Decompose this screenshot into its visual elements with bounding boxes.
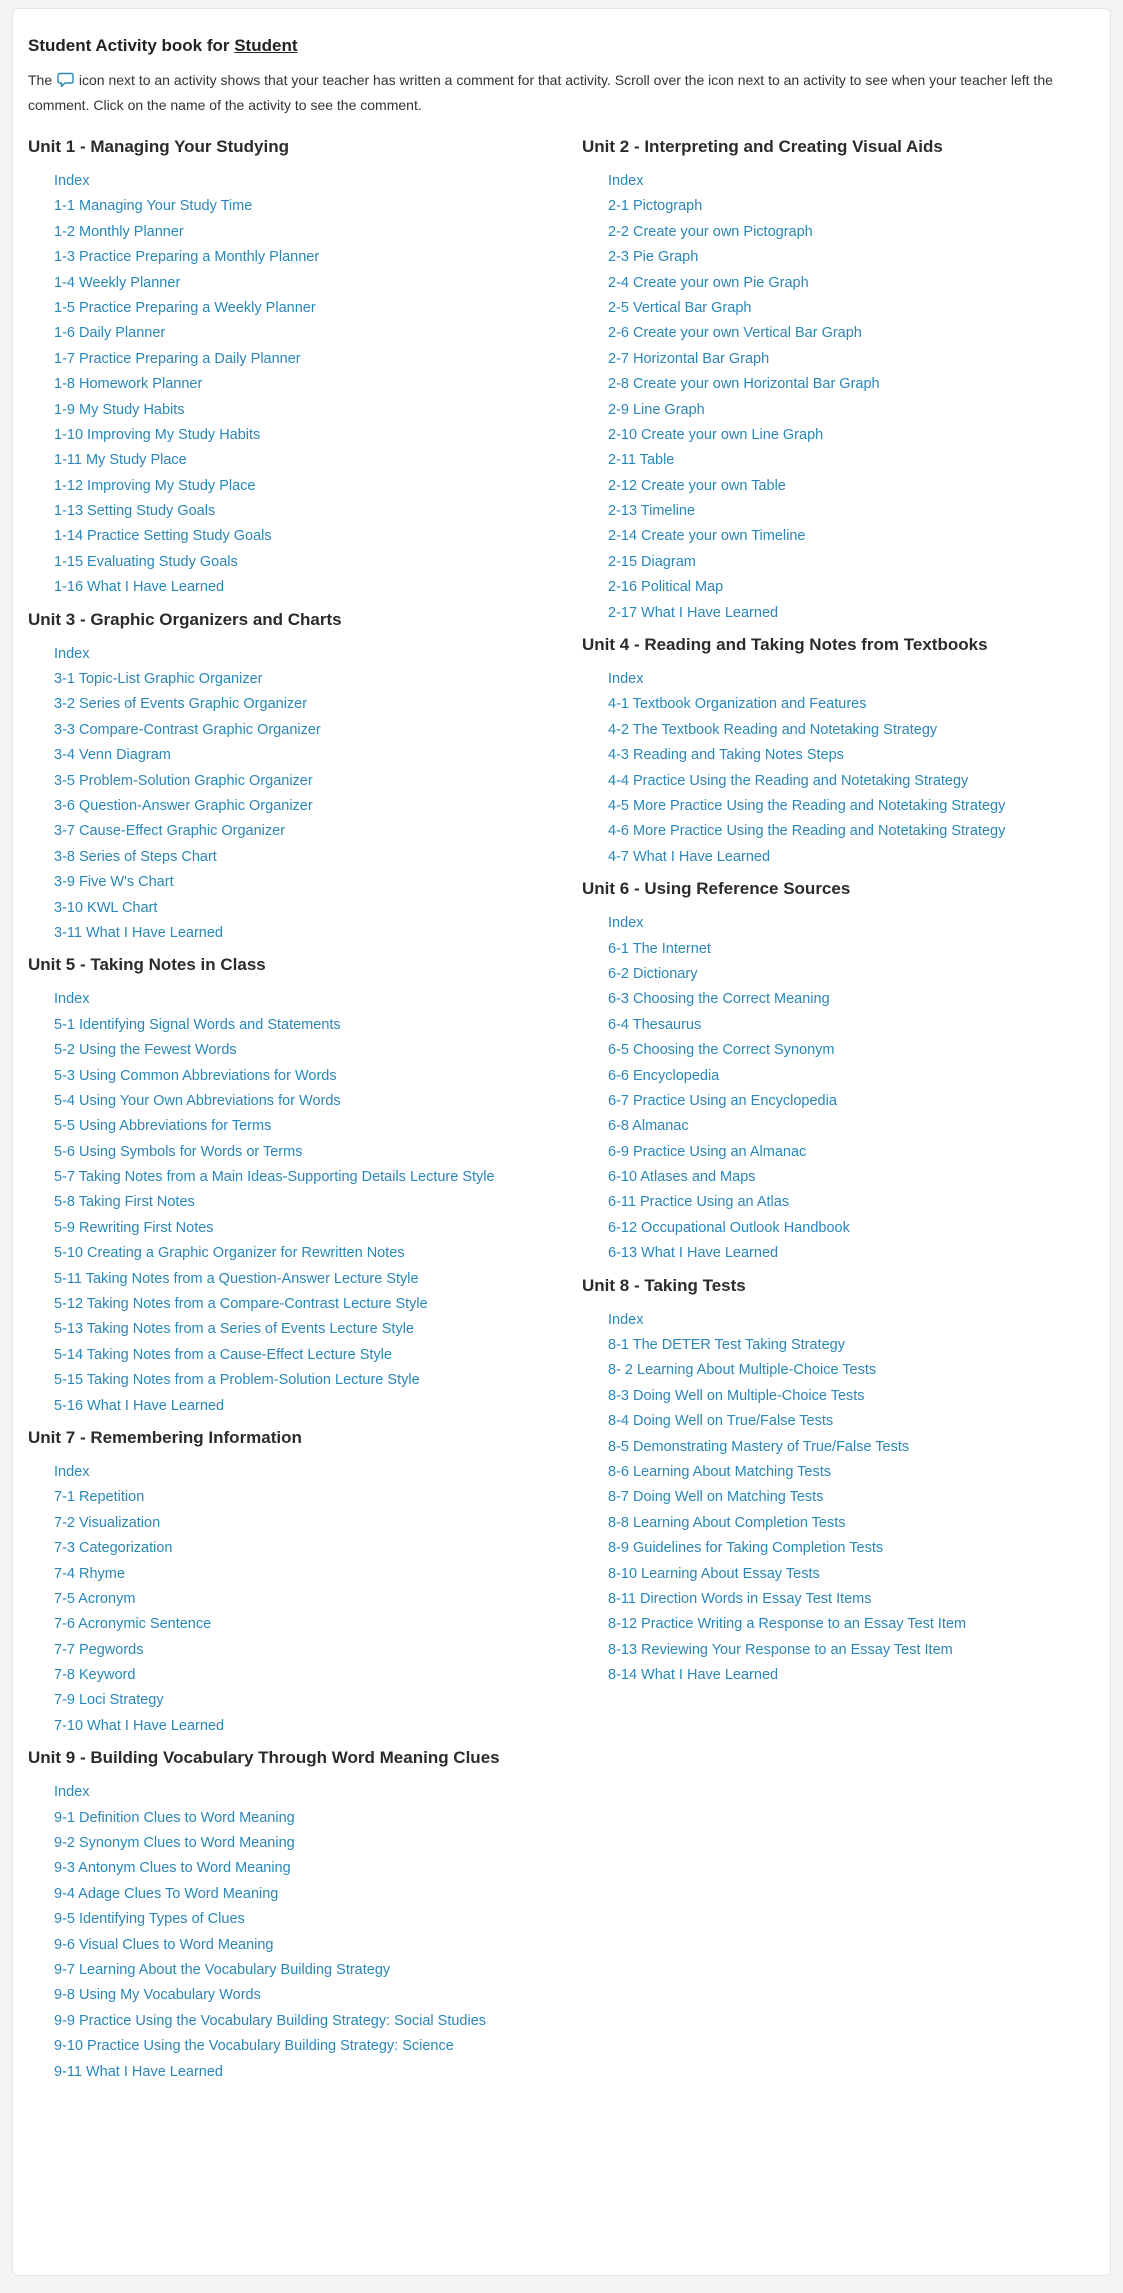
activity-link[interactable]: 3-6 Question-Answer Graphic Organizer [54,797,313,814]
activity-link[interactable]: 2-8 Create your own Horizontal Bar Graph [608,376,880,393]
activity-link[interactable]: 4-5 More Practice Using the Reading and Notetaking Strategy [608,797,1006,814]
activity-link[interactable]: 5-2 Using the Fewest Words [54,1042,237,1059]
list-item [608,1037,1112,1062]
list-item [54,869,558,894]
list-item [54,498,558,523]
list-item [54,717,558,742]
list-item [608,346,1112,371]
activity-link[interactable]: 9-1 Definition Clues to Word Meaning [54,1809,295,1826]
activity-link[interactable]: 9-5 Identifying Types of Clues [54,1911,245,1928]
activity-link[interactable]: 3-8 Series of Steps Chart [54,848,217,865]
intro-before-icon: The [28,72,57,88]
activity-link[interactable]: 7-5 Acronym [54,1590,136,1607]
activity-link[interactable]: 4-7 What I Have Learned [608,848,771,865]
activity-link[interactable]: 7-2 Visualization [54,1514,161,1531]
activity-link[interactable]: 6-7 Practice Using an Encyclopedia [608,1092,837,1109]
activity-link[interactable]: 6-2 Dictionary [608,965,698,982]
activity-link[interactable]: 5-14 Taking Notes from a Cause-Effect Lecture Style [54,1346,392,1363]
activity-link[interactable]: 5-16 What I Have Learned [54,1397,225,1414]
activity-link[interactable]: 1-4 Weekly Planner [54,274,181,291]
activity-link[interactable]: 5-13 Taking Notes from a Series of Events Lecture Style [54,1321,414,1338]
list-item [54,1906,558,1931]
activity-list [28,168,558,600]
activity-list [582,910,1112,1265]
activity-link[interactable]: 5-5 Using Abbreviations for Terms [54,1118,272,1135]
list-item [54,523,558,548]
list-item [608,1240,1112,1265]
activity-link[interactable]: 7-8 Keyword [54,1667,136,1684]
activity-link[interactable]: 2-3 Pie Graph [608,249,699,266]
unit-title: Unit 8 - Taking Tests [582,1275,746,1295]
activity-link[interactable]: 5-7 Taking Notes from a Main Ideas-Supporting Details Lecture Style [54,1169,495,1186]
activity-list [582,168,1112,625]
list-item [54,986,558,1011]
activity-link[interactable]: 2-16 Political Map [608,579,724,596]
list-item [54,818,558,843]
list-item [608,1063,1112,1088]
list-item [608,549,1112,574]
list-item [54,320,558,345]
list-item [608,473,1112,498]
activity-link[interactable]: 8-14 What I Have Learned [608,1667,779,1684]
activity-link[interactable]: 2-17 What I Have Learned [608,604,779,621]
list-item [608,961,1112,986]
activity-link[interactable]: 3-10 KWL Chart [54,899,158,916]
activity-link[interactable]: 5-3 Using Common Abbreviations for Words [54,1067,337,1084]
unit-section [28,1425,558,1738]
list-item [608,742,1112,767]
activity-link[interactable]: 9-2 Synonym Clues to Word Meaning [54,1835,295,1852]
activity-link[interactable]: 8-7 Doing Well on Matching Tests [608,1489,824,1506]
index-link[interactable]: Index [54,991,90,1008]
list-item [54,1484,558,1509]
list-item [54,1164,558,1189]
unit-section [28,1745,558,2084]
list-item [54,270,558,295]
activity-link[interactable]: 9-9 Practice Using the Vocabulary Building Strategy: Social Studies [54,2012,487,2029]
list-item [54,1037,558,1062]
activity-link[interactable]: 2-1 Pictograph [608,198,703,215]
list-item [54,1932,558,1957]
list-item [54,1316,558,1341]
page-title-prefix: Student Activity book for [28,36,235,55]
unit-section [582,876,1112,1265]
list-item [608,1215,1112,1240]
unit-title: Unit 1 - Managing Your Studying [28,137,289,156]
activity-link[interactable]: 7-9 Loci Strategy [54,1692,164,1709]
activity-link[interactable]: 5-12 Taking Notes from a Compare-Contrast Lecture Style [54,1296,428,1313]
index-link[interactable]: Index [54,1463,90,1480]
list-item [608,793,1112,818]
list-item [608,1088,1112,1113]
list-item [608,910,1112,935]
activity-link[interactable]: 6-10 Atlases and Maps [608,1169,756,1186]
list-item [54,1662,558,1687]
unit-section [582,1273,1112,1688]
activity-link[interactable]: 9-10 Practice Using the Vocabulary Building Strategy: Science [54,2038,454,2055]
list-item [54,920,558,945]
activity-link[interactable]: 9-8 Using My Vocabulary Words [54,1987,261,2004]
activity-link[interactable]: 1-3 Practice Preparing a Monthly Planner [54,249,320,266]
activity-list [28,641,558,946]
list-item [54,742,558,767]
list-item [608,219,1112,244]
page-title [28,36,298,56]
unit-section [28,134,558,600]
activity-link[interactable]: 3-1 Topic-List Graphic Organizer [54,671,263,688]
list-item [608,295,1112,320]
activity-link[interactable]: 9-6 Visual Clues to Word Meaning [54,1936,274,1953]
activity-link[interactable]: 6-3 Choosing the Correct Meaning [608,991,830,1008]
list-item [54,1957,558,1982]
list-item [54,397,558,422]
list-item [608,936,1112,961]
activity-link[interactable]: 6-13 What I Have Learned [608,1245,779,1262]
index-link[interactable]: Index [54,645,90,662]
list-item [54,895,558,920]
list-item [608,1383,1112,1408]
list-item [608,1586,1112,1611]
activity-link[interactable]: 8- 2 Learning About Multiple-Choice Tests [608,1362,877,1379]
activity-list [582,666,1112,869]
list-item [608,1357,1112,1382]
activity-link[interactable]: 1-9 My Study Habits [54,401,185,418]
activity-link[interactable]: 6-1 The Internet [608,940,711,957]
list-item [54,1687,558,1712]
activity-link[interactable]: 6-8 Almanac [608,1118,689,1135]
activity-link[interactable]: 2-12 Create your own Table [608,477,786,494]
list-item [608,371,1112,396]
unit-title: Unit 3 - Graphic Organizers and Charts [28,609,342,629]
list-item [608,1113,1112,1138]
unit-title: Unit 4 - Reading and Taking Notes from Textbooks [582,635,988,655]
list-item [54,1088,558,1113]
activity-link[interactable]: 9-3 Antonym Clues to Word Meaning [54,1860,291,1877]
list-item [54,2008,558,2033]
list-item [54,768,558,793]
activity-link[interactable]: 1-14 Practice Setting Study Goals [54,528,272,545]
list-item [608,498,1112,523]
list-item [608,1139,1112,1164]
list-item [54,1510,558,1535]
activity-link[interactable]: 5-11 Taking Notes from a Question-Answer Lecture Style [54,1270,419,1287]
activity-list [28,1459,558,1738]
list-item [608,1459,1112,1484]
list-item [54,447,558,472]
activity-link[interactable]: 5-6 Using Symbols for Words or Terms [54,1143,303,1160]
list-item [54,1291,558,1316]
list-item [54,666,558,691]
right-column [582,134,1112,1687]
activity-link[interactable]: 7-1 Repetition [54,1489,145,1506]
activity-link[interactable]: 6-6 Encyclopedia [608,1067,720,1084]
list-item [54,1561,558,1586]
activity-link[interactable]: 7-6 Acronymic Sentence [54,1616,212,1633]
activity-link[interactable]: 1-1 Managing Your Study Time [54,198,253,215]
unit-title: Unit 6 - Using Reference Sources [582,879,851,899]
activity-link[interactable]: 7-10 What I Have Learned [54,1717,225,1734]
activity-link[interactable]: 3-9 Five W's Chart [54,874,174,891]
list-item [608,270,1112,295]
intro-text [28,70,1078,116]
list-item [54,1881,558,1906]
list-item [54,371,558,396]
list-item [608,574,1112,599]
activity-link[interactable]: 5-10 Creating a Graphic Organizer for Rewritten Notes [54,1245,405,1262]
activity-list [28,986,558,1418]
activity-link[interactable]: 5-9 Rewriting First Notes [54,1219,214,1236]
activity-link[interactable]: 8-8 Learning About Completion Tests [608,1514,846,1531]
list-item [54,641,558,666]
unit-title: Unit 7 - Remembering Information [28,1427,302,1447]
unit-section [582,632,1112,869]
activity-link[interactable]: 5-15 Taking Notes from a Problem-Solution Lecture Style [54,1372,420,1389]
list-item [54,1063,558,1088]
activity-link[interactable]: 7-3 Categorization [54,1540,173,1557]
activity-link[interactable]: 3-11 What I Have Learned [54,924,223,941]
list-item [608,320,1112,345]
list-item [608,244,1112,269]
activity-link[interactable]: 2-10 Create your own Line Graph [608,426,824,443]
activity-list [28,1779,558,2084]
list-item [608,1434,1112,1459]
activity-list [582,1307,1112,1688]
list-item [608,1510,1112,1535]
list-item [608,397,1112,422]
list-item [54,1611,558,1636]
unit-title: Unit 5 - Taking Notes in Class [28,955,266,975]
list-item [608,717,1112,742]
list-item [54,574,558,599]
list-item [608,600,1112,625]
activity-link[interactable]: 1-6 Daily Planner [54,325,166,342]
list-item [54,1637,558,1662]
list-item [54,1240,558,1265]
list-item [54,244,558,269]
activity-link[interactable]: 7-7 Pegwords [54,1641,144,1658]
activity-link[interactable]: 6-12 Occupational Outlook Handbook [608,1219,850,1236]
list-item [54,1805,558,1830]
activity-link[interactable]: 1-8 Homework Planner [54,376,203,393]
activity-link[interactable]: 8-4 Doing Well on True/False Tests [608,1413,834,1430]
activity-link[interactable]: 8-5 Demonstrating Mastery of True/False Tests [608,1438,910,1455]
activity-link[interactable]: 8-6 Learning About Matching Tests [608,1463,832,1480]
list-item [608,193,1112,218]
list-item [54,1342,558,1367]
activity-link[interactable]: 8-9 Guidelines for Taking Completion Tests [608,1540,884,1557]
activity-link[interactable]: 6-4 Thesaurus [608,1016,702,1033]
activity-link[interactable]: 8-1 The DETER Test Taking Strategy [608,1337,845,1354]
list-item [608,1164,1112,1189]
list-item [54,691,558,716]
activity-link[interactable]: 3-2 Series of Events Graphic Organizer [54,696,308,713]
list-item [608,844,1112,869]
activity-link[interactable]: 4-1 Textbook Organization and Features [608,696,867,713]
activity-link[interactable]: 3-3 Compare-Contrast Graphic Organizer [54,721,321,738]
activity-link[interactable]: 2-7 Horizontal Bar Graph [608,350,770,367]
list-item [54,1830,558,1855]
list-item [608,1662,1112,1687]
list-item [54,1779,558,1804]
index-link[interactable]: Index [608,671,644,688]
list-item [54,793,558,818]
list-item [608,1535,1112,1560]
list-item [54,1139,558,1164]
list-item [608,1012,1112,1037]
list-item [54,1855,558,1880]
activity-link[interactable]: 5-8 Taking First Notes [54,1194,195,1211]
unit-title: Unit 2 - Interpreting and Creating Visual Aids [582,137,943,156]
activity-link[interactable]: 1-12 Improving My Study Place [54,477,256,494]
activity-link[interactable]: 5-4 Using Your Own Abbreviations for Words [54,1092,341,1109]
activity-link[interactable]: 1-2 Monthly Planner [54,223,184,240]
index-link[interactable]: Index [54,1784,90,1801]
list-item [608,666,1112,691]
list-item [608,768,1112,793]
activity-link[interactable]: 4-6 More Practice Using the Reading and Notetaking Strategy [608,823,1006,840]
activity-link[interactable]: 2-14 Create your own Timeline [608,528,806,545]
list-item [54,295,558,320]
list-item [608,1307,1112,1332]
activity-link[interactable]: 2-2 Create your own Pictograph [608,223,813,240]
activity-link[interactable]: 2-13 Timeline [608,503,696,520]
activity-link[interactable]: 4-2 The Textbook Reading and Notetaking Strategy [608,721,938,738]
activity-link[interactable]: 2-4 Create your own Pie Graph [608,274,809,291]
list-item [608,818,1112,843]
list-item [608,1332,1112,1357]
unit-section [28,607,558,946]
list-item [608,691,1112,716]
list-item [608,523,1112,548]
list-item [54,1713,558,1738]
activity-link[interactable]: 1-10 Improving My Study Habits [54,426,261,443]
activity-link[interactable]: 1-15 Evaluating Study Goals [54,553,238,570]
list-item [54,473,558,498]
activity-link[interactable]: 6-11 Practice Using an Atlas [608,1194,790,1211]
list-item [54,346,558,371]
list-item [54,1266,558,1291]
activity-link[interactable]: 1-13 Setting Study Goals [54,503,216,520]
activity-link[interactable]: 2-6 Create your own Vertical Bar Graph [608,325,862,342]
list-item [54,422,558,447]
list-item [608,1408,1112,1433]
list-item [54,1012,558,1037]
list-item [54,1586,558,1611]
left-column [28,134,558,2084]
list-item [54,1982,558,2007]
list-item [54,1215,558,1240]
activity-link[interactable]: 1-11 My Study Place [54,452,187,469]
unit-section [28,952,558,1418]
student-name: Student [234,36,298,55]
list-item [54,2033,558,2058]
list-item [608,168,1112,193]
list-item [608,1189,1112,1214]
activity-link[interactable]: 2-5 Vertical Bar Graph [608,299,752,316]
activity-link[interactable]: 8-12 Practice Writing a Response to an Essay Test Item [608,1616,967,1633]
activity-link[interactable]: 4-4 Practice Using the Reading and Notetaking Strategy [608,772,969,789]
activity-link[interactable]: 9-11 What I Have Learned [54,2063,223,2080]
activity-link[interactable]: 9-7 Learning About the Vocabulary Building Strategy [54,1962,391,1978]
activity-link[interactable]: 9-4 Adage Clues To Word Meaning [54,1885,279,1902]
list-item [54,549,558,574]
list-item [608,447,1112,472]
activity-link[interactable]: 1-16 What I Have Learned [54,579,225,596]
activity-link[interactable]: 2-9 Line Graph [608,401,705,418]
activity-link[interactable]: 6-9 Practice Using an Almanac [608,1143,807,1160]
activity-link[interactable]: 2-11 Table [608,452,675,469]
list-item [608,1637,1112,1662]
list-item [54,168,558,193]
activity-link[interactable]: 1-7 Practice Preparing a Daily Planner [54,350,301,367]
activity-link[interactable]: 3-4 Venn Diagram [54,747,171,764]
intro-after-icon: icon next to an activity shows that your teacher has written a comment for that activity. Scroll over the icon next to an activity to see when your teacher left the comment. Click on the name of the activity to see the comment. [28,72,1053,113]
list-item [608,1611,1112,1636]
list-item [54,1367,558,1392]
list-item [54,219,558,244]
activity-link[interactable]: 8-3 Doing Well on Multiple-Choice Tests [608,1387,865,1404]
list-item [54,1535,558,1560]
list-item [608,1561,1112,1586]
activity-link[interactable]: 3-7 Cause-Effect Graphic Organizer [54,823,286,840]
list-item [54,844,558,869]
list-item [608,1484,1112,1509]
index-link[interactable]: Index [608,1311,644,1328]
activity-link[interactable]: 8-10 Learning About Essay Tests [608,1565,820,1582]
index-link[interactable]: Index [54,173,90,189]
list-item [54,1189,558,1214]
index-link[interactable]: Index [608,173,644,189]
activity-link[interactable]: 5-1 Identifying Signal Words and Statements [54,1016,341,1033]
list-item [54,1393,558,1418]
activity-link[interactable]: 3-5 Problem-Solution Graphic Organizer [54,772,313,789]
activity-link[interactable]: 6-5 Choosing the Correct Synonym [608,1042,835,1059]
comment-bubble-icon [57,72,74,95]
list-item [54,1113,558,1138]
activity-link[interactable]: 7-4 Rhyme [54,1565,125,1582]
activity-link[interactable]: 8-13 Reviewing Your Response to an Essay Test Item [608,1641,953,1658]
index-link[interactable]: Index [608,915,644,932]
list-item [54,2059,558,2084]
list-item [608,986,1112,1011]
unit-title: Unit 9 - Building Vocabulary Through Word Meaning Clues [28,1748,500,1768]
list-item [54,1459,558,1484]
activity-link[interactable]: 8-11 Direction Words in Essay Test Items [608,1590,872,1607]
activity-link[interactable]: 4-3 Reading and Taking Notes Steps [608,747,844,764]
activity-link[interactable]: 2-15 Diagram [608,553,696,570]
activity-link[interactable]: 1-5 Practice Preparing a Weekly Planner [54,299,316,316]
list-item [608,422,1112,447]
unit-section [582,134,1112,625]
list-item [54,193,558,218]
